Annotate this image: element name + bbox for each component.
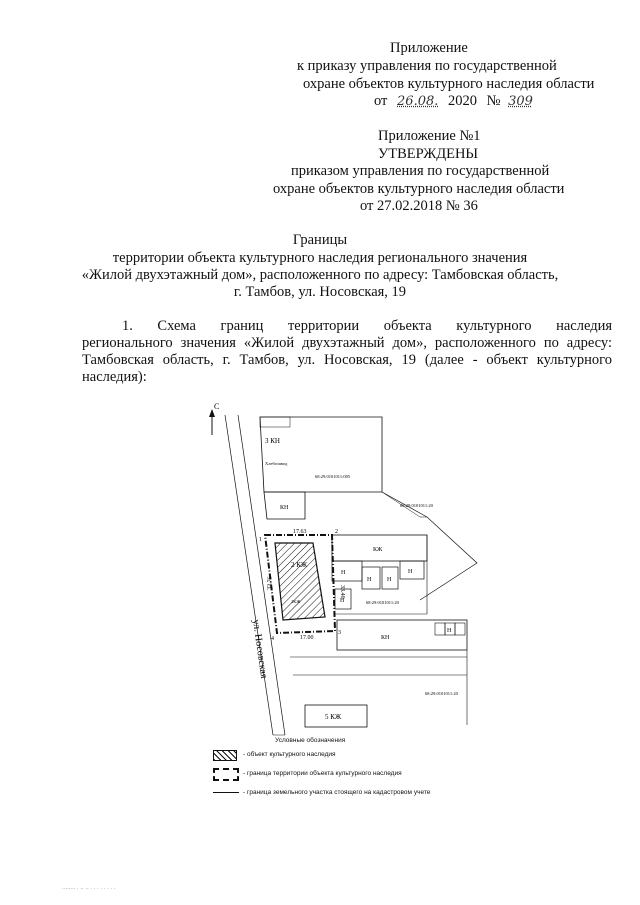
label-n6: Н [447, 628, 452, 634]
paragraph-line-3: Тамбовская область, г. Тамбов, ул. Носовская, 19 (далее - объект культурного [82, 352, 612, 368]
legend-swatch-object [213, 750, 237, 761]
label-shed: Хлебозавод [265, 461, 288, 466]
header-num-handwritten: 309 [508, 94, 533, 109]
paragraph [82, 318, 612, 386]
appendix-line-2: УТВЕРЖДЕНЫ [378, 146, 479, 162]
cad-top: 68:29:0101011:005 [315, 474, 351, 479]
object-label: 2 КЖ [291, 561, 308, 569]
label-5kzh: 5 КЖ [325, 713, 342, 721]
header-date-line [374, 93, 533, 110]
paragraph-line-2: регионального значения «Жилой двухэтажный дом», расположенного по адресу: [82, 335, 612, 351]
title-line-4: г. Тамбов, ул. Носовская, 19 [233, 284, 407, 300]
label-n3: Н [387, 577, 392, 583]
header-date-handwritten: 26.08. [397, 94, 439, 109]
point-2: 2 [335, 529, 338, 535]
header-line-2: к приказу управления по государственной [297, 58, 557, 74]
legend-item-1: - объект культурного наследия [243, 751, 336, 758]
point-3: 3 [338, 630, 341, 636]
dim-bottom: 17.00 [300, 635, 314, 641]
footer-mark: ........ . .. .. . . . . . . . . [62, 885, 116, 891]
legend-swatch-parcel [213, 792, 239, 793]
dim-right: 33.46 [339, 585, 345, 599]
paragraph-line-1: 1. Схема границ территории объекта культурного наследия [122, 318, 612, 334]
title-line-2: территории объекта культурного наследия регионального значения [112, 250, 528, 266]
label-3kn: 3 КН [265, 437, 280, 445]
label-kn-bottom: КН [381, 635, 390, 641]
header-line-1: Приложение [390, 40, 468, 56]
label-n1: Н [341, 570, 346, 576]
appendix-line-3: приказом управления по государственной [291, 163, 550, 179]
title-line-1: Границы [292, 232, 348, 248]
header-no: № [486, 93, 501, 109]
object-sub: 2КЖ [291, 599, 301, 604]
dim-top: 17.63 [293, 529, 307, 535]
dim-left: 33.76 [267, 576, 274, 591]
appendix-line-4: охране объектов культурного наследия области [273, 181, 565, 197]
label-n2: Н [367, 577, 372, 583]
legend-item-2: - граница территории объекта культурного наследия [243, 770, 402, 777]
cad-bottom: 68:29:0101011:20 [425, 691, 458, 696]
label-n5: Н [340, 598, 345, 604]
legend-swatch-boundary [213, 768, 239, 781]
point-1: 1 [259, 537, 262, 543]
header-year: 2020 [448, 93, 478, 109]
label-n4: Н [408, 569, 413, 575]
north-label: С [214, 402, 220, 411]
legend-item-3: - граница земельного участка стоящего на кадастровом учете [243, 789, 431, 796]
street-label: ул. Носовская [250, 618, 270, 680]
point-4: 4 [271, 636, 274, 642]
label-kn-mid: КН [280, 505, 289, 511]
cad-right-top: 68:29:0101011:20 [400, 503, 433, 508]
label-kzh-right: КЖ [373, 547, 383, 553]
paragraph-line-4: наследия): [82, 369, 147, 385]
header-ot: от [374, 93, 388, 109]
appendix-line-1: Приложение №1 [378, 128, 481, 144]
cad-mid: 68:29:0101011:20 [366, 600, 399, 605]
title-line-3: «Жилой двухэтажный дом», расположенного по адресу: Тамбовская область, [81, 267, 559, 283]
appendix-line-5: от 27.02.2018 № 36 [360, 198, 478, 214]
header-line-3: охране объектов культурного наследия области [303, 76, 595, 92]
legend-title: Условные обозначения [275, 737, 346, 744]
